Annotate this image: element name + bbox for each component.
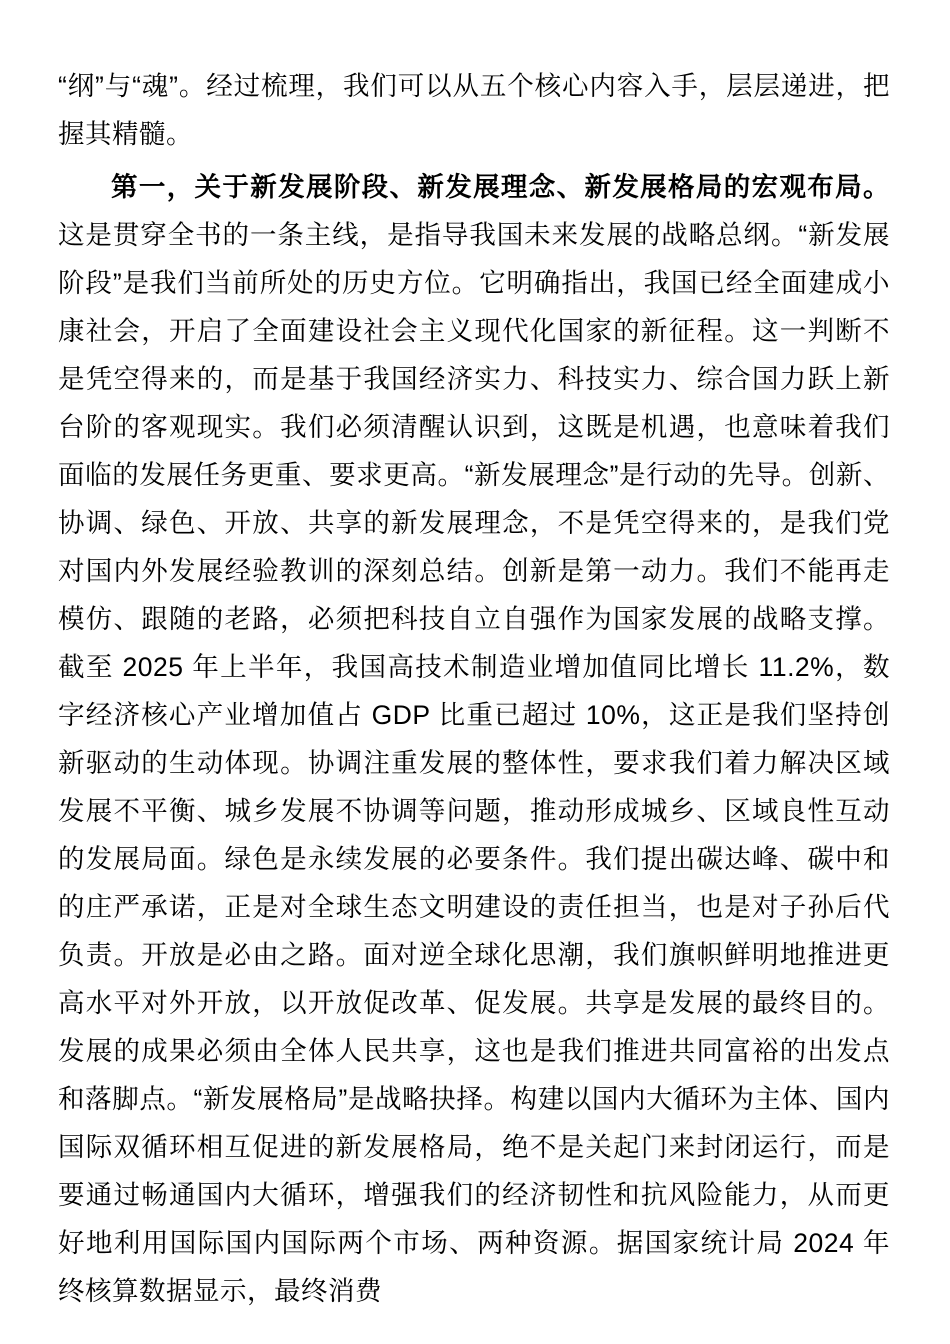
document-text-area bbox=[58, 62, 890, 1315]
text-run-bold: 第一，关于新发展阶段、新发展理念、新发展格局的宏观布局。 bbox=[111, 172, 890, 202]
text-run: “纲”与“魂”。经过梳理，我们可以从五个核心内容入手，层层递进，把握其精髓。 bbox=[58, 71, 890, 149]
text-run: 这是贯穿全书的一条主线，是指导我国未来发展的战略总纲。“新发展阶段”是我们当前所处的历史方位。它明确指出，我国已经全面建成小康社会，开启了全面建设社会主义现代化国家的新征程。这一判断不是凭空得来的，而是基于我国经济实力、科技实力、综合国力跃上新台阶的客观现实。我们必须清醒认识到，这既是机遇，也意味着我们面临的发展任务更重、要求更高。“新发展理念”是行动的先导。创新、协调、绿色、开放、共享的新发展理念，不是凭空得来的，是我们党对国内外发展经验教训的深刻总结。创新是第一动力。我们不能再走模仿、跟随的老路，必须把科技自立自强作为国家发展的战略支撑。截至 2025 年上半年，我国高技术制造业增加值同比增长 11.2%，数字经济核心产业增加值占 GDP 比重已超过 10%，这正是我们坚持创新驱动的生动体现。协调注重发展的整体性，要求我们着力解决区域发展不平衡、城乡发展不协调等问题，推动形成城乡、区域良性互动的发展局面。绿色是永续发展的必要条件。我们提出碳达峰、碳中和的庄严承诺，正是对全球生态文明建设的责任担当，也是对子孙后代负责。开放是必由之路。面对逆全球化思潮，我们旗帜鲜明地推进更高水平对外开放，以开放促改革、促发展。共享是发展的最终目的。发展的成果必须由全体人民共享，这也是我们推进共同富裕的出发点和落脚点。“新发展格局”是战略抉择。构建以国内大循环为主体、国内国际双循环相互促进的新发展格局，绝不是关起门来封闭运行，而是要通过畅通国内大循环，增强我们的经济韧性和抗风险能力，从而更好地利用国际国内国际两个市场、两种资源。据国家统计局 2024 年终核算数据显示，最终消费 bbox=[58, 220, 890, 1306]
paragraph-point-one bbox=[58, 163, 890, 1315]
paragraph-intro-continuation bbox=[58, 62, 890, 158]
